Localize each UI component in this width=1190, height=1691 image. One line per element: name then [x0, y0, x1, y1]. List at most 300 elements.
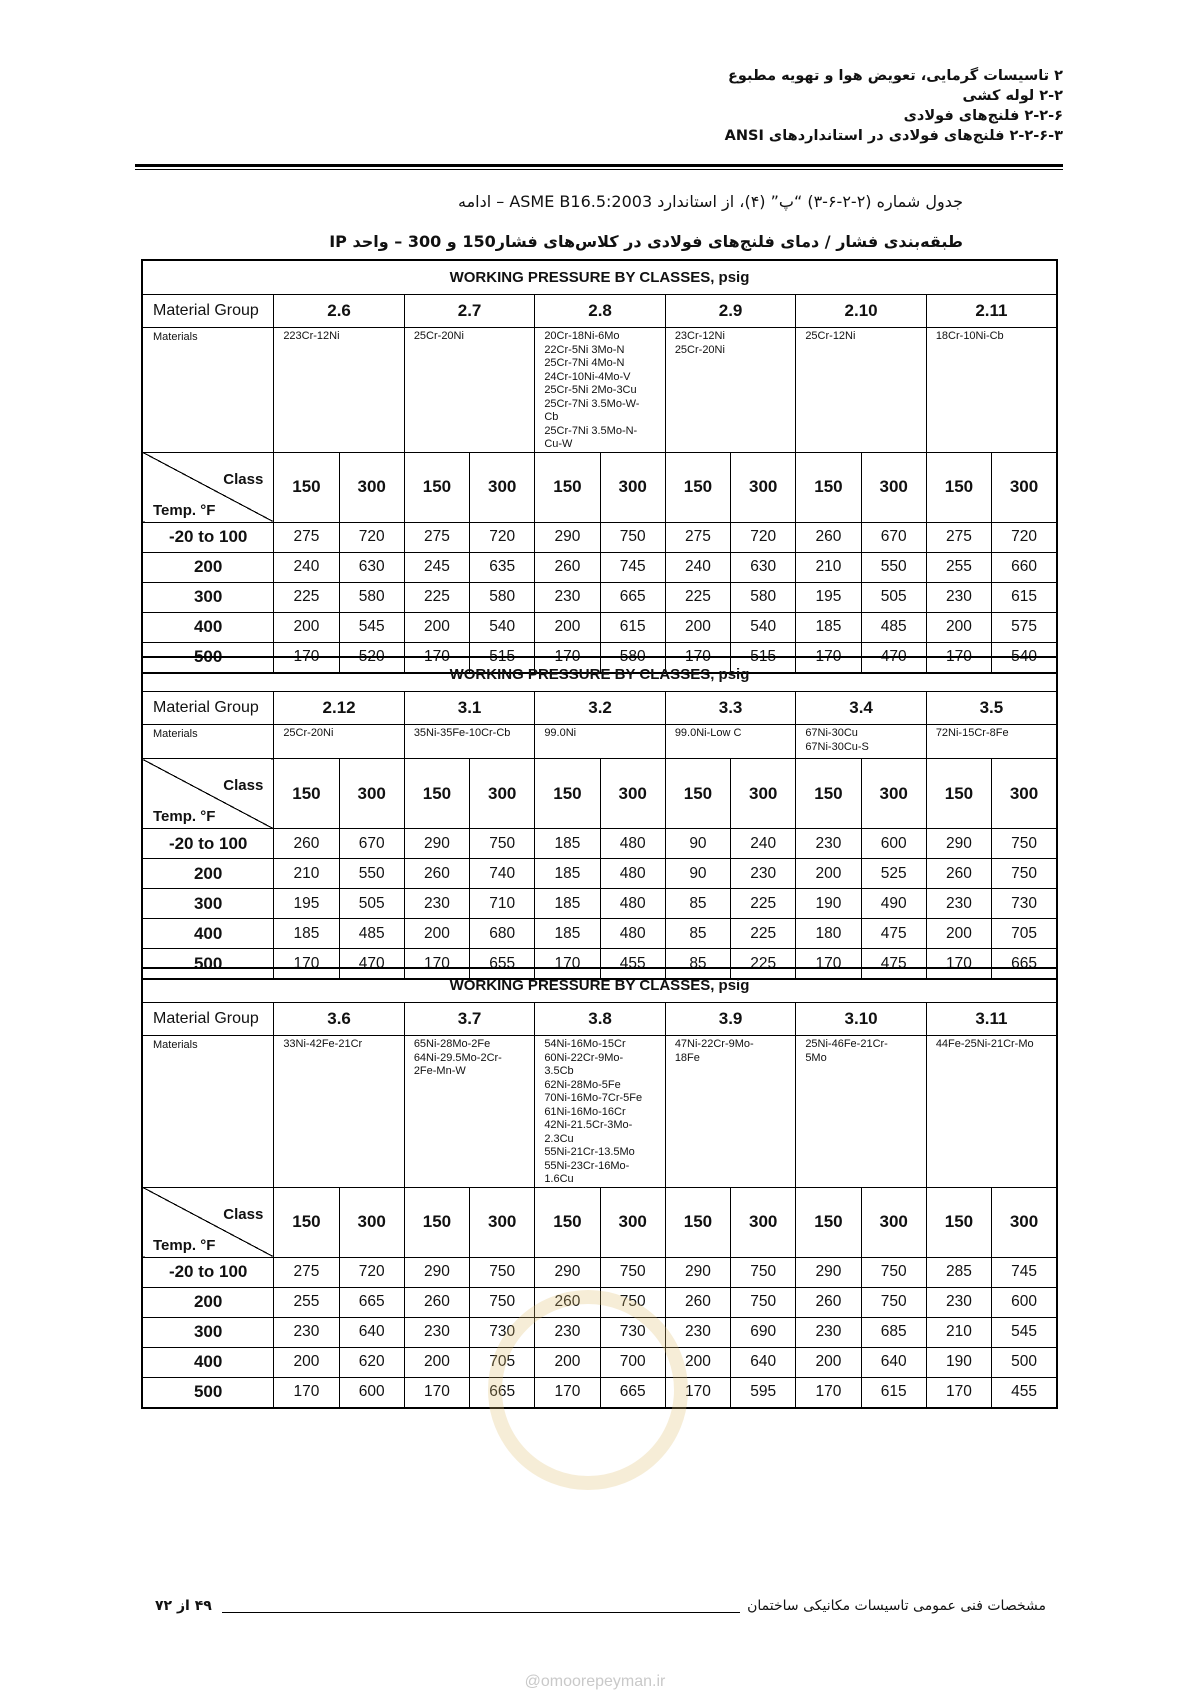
pressure-value-cell: 550	[861, 552, 926, 582]
pressure-value-cell: 665	[992, 949, 1057, 980]
pressure-value-cell: 230	[404, 1317, 469, 1347]
material-group-cell: 3.5	[926, 692, 1057, 725]
pressure-value-cell: 275	[404, 522, 469, 552]
class-150-cell: 150	[274, 1187, 339, 1257]
materials-cell: 25Ni-46Fe-21Cr- 5Mo	[796, 1036, 927, 1188]
table-row	[142, 919, 1057, 949]
pressure-value-cell: 170	[665, 642, 730, 673]
pressure-value-cell: 475	[861, 919, 926, 949]
materials-cell: 20Cr-18Ni-6Mo 22Cr-5Ni 3Mo-N 25Cr-7Ni 4Mo-N 24Cr-10Ni-4Mo-V 25Cr-5Ni 2Mo-3Cu 25Cr-7Ni 3.5Mo-W- Cb 25Cr-7Ni 3.5Mo-N- Cu-W	[535, 328, 666, 453]
pressure-value-cell: 290	[926, 829, 991, 859]
pressure-value-cell: 190	[796, 889, 861, 919]
pressure-value-cell: 480	[600, 889, 665, 919]
pressure-value-cell: 170	[796, 1377, 861, 1408]
class-temp-header	[142, 759, 274, 829]
materials-cell: 35Ni-35Fe-10Cr-Cb	[404, 725, 535, 759]
pressure-value-cell: 730	[992, 889, 1057, 919]
class-150-cell: 150	[796, 452, 861, 522]
pressure-value-cell: 750	[861, 1257, 926, 1287]
pressure-value-cell: 515	[731, 642, 796, 673]
pressure-value-cell: 525	[861, 859, 926, 889]
pressure-value-cell: 225	[731, 949, 796, 980]
table-caption: جدول شماره (۲-۲-۶-۳) “پ” (۴)، از استاندارد ASME B16.5:2003 – ادامه	[457, 192, 963, 211]
pressure-value-cell: 720	[470, 522, 535, 552]
pressure-value-cell: 275	[926, 522, 991, 552]
pressure-value-cell: 170	[274, 1377, 339, 1408]
pressure-value-cell: 575	[992, 612, 1057, 642]
materials-cell: 18Cr-10Ni-Cb	[926, 328, 1057, 453]
pressure-value-cell: 170	[274, 949, 339, 980]
class-150-cell: 150	[665, 1187, 730, 1257]
pressure-value-cell: 185	[796, 612, 861, 642]
header-rule-thick	[135, 164, 1063, 167]
pressure-value-cell: 545	[339, 612, 404, 642]
table-row	[142, 612, 1057, 642]
class-150-cell: 150	[665, 759, 730, 829]
pressure-value-cell: 170	[926, 1377, 991, 1408]
pressure-value-cell: 710	[470, 889, 535, 919]
pressure-value-cell: 750	[861, 1287, 926, 1317]
pressure-value-cell: 665	[470, 1377, 535, 1408]
watermark-seal	[488, 1290, 688, 1490]
materials-cell: 72Ni-15Cr-8Fe	[926, 725, 1057, 759]
pressure-value-cell: 730	[470, 1317, 535, 1347]
class-150-cell: 150	[274, 452, 339, 522]
materials-cell: 67Ni-30Cu 67Ni-30Cu-S	[796, 725, 927, 759]
materials-cell: 33Ni-42Fe-21Cr	[274, 1036, 405, 1188]
pressure-value-cell: 185	[535, 919, 600, 949]
class-150-cell: 150	[404, 452, 469, 522]
pressure-value-cell: 85	[665, 949, 730, 980]
pressure-value-cell: 185	[535, 829, 600, 859]
temperature-cell: -20 to 100	[142, 1257, 274, 1287]
pressure-value-cell: 90	[665, 859, 730, 889]
pressure-value-cell: 230	[926, 1287, 991, 1317]
pressure-value-cell: 195	[796, 582, 861, 612]
pressure-value-cell: 580	[731, 582, 796, 612]
pressure-value-cell: 185	[535, 889, 600, 919]
material-group-cell: 2.10	[796, 295, 927, 328]
class-150-cell: 150	[926, 1187, 991, 1257]
pressure-value-cell: 750	[470, 829, 535, 859]
pressure-value-cell: 685	[861, 1317, 926, 1347]
pressure-value-cell: 665	[339, 1287, 404, 1317]
table-row	[142, 1257, 1057, 1287]
pressure-value-cell: 190	[926, 1347, 991, 1377]
pressure-value-cell: 170	[404, 949, 469, 980]
materials-label: Materials	[142, 725, 274, 759]
pressure-value-cell: 200	[665, 1347, 730, 1377]
class-300-cell: 300	[992, 1187, 1057, 1257]
pressure-value-cell: 720	[339, 1257, 404, 1287]
class-300-cell: 300	[470, 759, 535, 829]
pressure-value-cell: 260	[926, 859, 991, 889]
pressure-value-cell: 615	[600, 612, 665, 642]
pressure-value-cell: 245	[404, 552, 469, 582]
pressure-value-cell: 230	[535, 582, 600, 612]
class-150-cell: 150	[796, 1187, 861, 1257]
pressure-value-cell: 750	[600, 522, 665, 552]
pressure-value-cell: 750	[600, 1257, 665, 1287]
table-title: WORKING PRESSURE BY CLASSES, psig	[142, 968, 1057, 1003]
pressure-value-cell: 225	[404, 582, 469, 612]
pressure-value-cell: 745	[600, 552, 665, 582]
material-group-cell: 3.3	[665, 692, 796, 725]
pressure-value-cell: 260	[796, 522, 861, 552]
material-group-label: Material Group	[142, 295, 274, 328]
temperature-cell: -20 to 100	[142, 829, 274, 859]
temp-label: Temp. °F	[153, 501, 216, 519]
pressure-value-cell: 600	[861, 829, 926, 859]
header-subsubsection: ۲-۲-۶-۳ فلنج‌های فولادی در استانداردهای ANSI	[724, 128, 1063, 144]
class-300-cell: 300	[600, 452, 665, 522]
materials-row	[142, 328, 1057, 453]
class-300-cell: 300	[470, 1187, 535, 1257]
pressure-value-cell: 230	[665, 1317, 730, 1347]
temperature-cell: 200	[142, 859, 274, 889]
pressure-value-cell: 580	[339, 582, 404, 612]
pressure-value-cell: 480	[600, 859, 665, 889]
class-150-cell: 150	[926, 759, 991, 829]
pressure-value-cell: 170	[274, 642, 339, 673]
pressure-value-cell: 640	[339, 1317, 404, 1347]
pressure-value-cell: 505	[339, 889, 404, 919]
pressure-value-cell: 480	[600, 829, 665, 859]
materials-cell: 223Cr-12Ni	[274, 328, 405, 453]
pressure-value-cell: 170	[535, 642, 600, 673]
class-150-cell: 150	[796, 759, 861, 829]
table-title: WORKING PRESSURE BY CLASSES, psig	[142, 657, 1057, 692]
pressure-value-cell: 210	[274, 859, 339, 889]
material-group-cell: 3.10	[796, 1003, 927, 1036]
pressure-value-cell: 750	[470, 1257, 535, 1287]
pressure-value-cell: 485	[861, 612, 926, 642]
class-label: Class	[223, 777, 264, 794]
class-300-cell: 300	[600, 759, 665, 829]
class-300-cell: 300	[339, 759, 404, 829]
pressure-value-cell: 470	[861, 642, 926, 673]
pressure-value-cell: 260	[274, 829, 339, 859]
pressure-value-cell: 640	[861, 1347, 926, 1377]
class-150-cell: 150	[535, 759, 600, 829]
temperature-cell: 400	[142, 612, 274, 642]
pressure-value-cell: 545	[992, 1317, 1057, 1347]
pressure-value-cell: 540	[992, 642, 1057, 673]
pressure-value-cell: 595	[731, 1377, 796, 1408]
pressure-value-cell: 230	[731, 859, 796, 889]
pressure-value-cell: 230	[274, 1317, 339, 1347]
table-row	[142, 552, 1057, 582]
class-150-cell: 150	[404, 1187, 469, 1257]
table-row	[142, 889, 1057, 919]
table-title-row	[142, 657, 1057, 692]
pressure-value-cell: 285	[926, 1257, 991, 1287]
pressure-value-cell: 200	[404, 612, 469, 642]
class-300-cell: 300	[992, 759, 1057, 829]
class-300-cell: 300	[731, 1187, 796, 1257]
class-300-cell: 300	[992, 452, 1057, 522]
pressure-value-cell: 665	[600, 582, 665, 612]
material-group-cell: 3.4	[796, 692, 927, 725]
pressure-value-cell: 665	[600, 1377, 665, 1408]
material-group-cell: 2.6	[274, 295, 405, 328]
table-row	[142, 522, 1057, 552]
table-title-row	[142, 260, 1057, 295]
pressure-value-cell: 485	[339, 919, 404, 949]
header-rule-thin	[135, 169, 1063, 170]
pressure-value-cell: 600	[992, 1287, 1057, 1317]
pressure-value-cell: 720	[731, 522, 796, 552]
pressure-table-1	[141, 259, 1058, 674]
pressure-value-cell: 290	[535, 1257, 600, 1287]
pressure-value-cell: 260	[535, 1287, 600, 1317]
class-temp-header	[142, 1187, 274, 1257]
pressure-value-cell: 480	[600, 919, 665, 949]
pressure-value-cell: 260	[404, 1287, 469, 1317]
pressure-value-cell: 85	[665, 919, 730, 949]
pressure-value-cell: 640	[731, 1347, 796, 1377]
pressure-value-cell: 230	[404, 889, 469, 919]
pressure-value-cell: 170	[926, 642, 991, 673]
material-group-cell: 2.9	[665, 295, 796, 328]
pressure-value-cell: 745	[992, 1257, 1057, 1287]
pressure-value-cell: 580	[600, 642, 665, 673]
pressure-value-cell: 520	[339, 642, 404, 673]
pressure-value-cell: 170	[796, 949, 861, 980]
class-150-cell: 150	[404, 759, 469, 829]
pressure-value-cell: 225	[731, 919, 796, 949]
pressure-value-cell: 540	[470, 612, 535, 642]
temperature-cell: 500	[142, 1377, 274, 1408]
pressure-value-cell: 185	[274, 919, 339, 949]
pressure-value-cell: 200	[796, 859, 861, 889]
pressure-value-cell: 230	[926, 889, 991, 919]
pressure-value-cell: 630	[731, 552, 796, 582]
pressure-value-cell: 225	[731, 889, 796, 919]
pressure-value-cell: 230	[535, 1317, 600, 1347]
pressure-value-cell: 195	[274, 889, 339, 919]
pressure-value-cell: 230	[796, 829, 861, 859]
pressure-value-cell: 185	[535, 859, 600, 889]
pressure-value-cell: 255	[274, 1287, 339, 1317]
pressure-value-cell: 180	[796, 919, 861, 949]
pressure-value-cell: 750	[992, 829, 1057, 859]
pressure-table-2	[141, 656, 1058, 980]
pressure-value-cell: 90	[665, 829, 730, 859]
pressure-value-cell: 210	[796, 552, 861, 582]
pressure-value-cell: 655	[470, 949, 535, 980]
temperature-cell: 300	[142, 1317, 274, 1347]
class-300-cell: 300	[470, 452, 535, 522]
pressure-value-cell: 200	[274, 1347, 339, 1377]
material-group-cell: 3.11	[926, 1003, 1057, 1036]
class-300-cell: 300	[861, 1187, 926, 1257]
page-header	[103, 66, 1063, 146]
pressure-value-cell: 290	[535, 522, 600, 552]
pressure-value-cell: 750	[600, 1287, 665, 1317]
material-group-cell: 3.8	[535, 1003, 666, 1036]
material-group-row	[142, 1003, 1057, 1036]
pressure-value-cell: 705	[470, 1347, 535, 1377]
materials-row	[142, 1036, 1057, 1188]
pressure-value-cell: 275	[665, 522, 730, 552]
material-group-cell: 2.7	[404, 295, 535, 328]
pressure-value-cell: 750	[731, 1287, 796, 1317]
pressure-value-cell: 690	[731, 1317, 796, 1347]
pressure-value-cell: 260	[665, 1287, 730, 1317]
pressure-value-cell: 490	[861, 889, 926, 919]
table-title-row	[142, 968, 1057, 1003]
class-150-cell: 150	[274, 759, 339, 829]
pressure-value-cell: 475	[861, 949, 926, 980]
pressure-value-cell: 170	[404, 1377, 469, 1408]
pressure-value-cell: 620	[339, 1347, 404, 1377]
pressure-value-cell: 600	[339, 1377, 404, 1408]
class-150-cell: 150	[926, 452, 991, 522]
pressure-value-cell: 225	[274, 582, 339, 612]
pressure-value-cell: 230	[926, 582, 991, 612]
material-group-cell: 2.8	[535, 295, 666, 328]
pressure-value-cell: 170	[796, 642, 861, 673]
header-section: ۲-۲ لوله کشی	[962, 88, 1063, 104]
pressure-value-cell: 210	[926, 1317, 991, 1347]
pressure-value-cell: 720	[339, 522, 404, 552]
materials-label: Materials	[142, 328, 274, 453]
pressure-value-cell: 85	[665, 889, 730, 919]
temperature-cell: 200	[142, 552, 274, 582]
pressure-value-cell: 170	[665, 1377, 730, 1408]
materials-cell: 54Ni-16Mo-15Cr 60Ni-22Cr-9Mo- 3.5Cb 62Ni-28Mo-5Fe 70Ni-16Mo-7Cr-5Fe 61Ni-16Mo-16Cr 42Ni-21.5Cr-3Mo- 2.3Cu 55Ni-21Cr-13.5Mo 55Ni-23Cr-16Mo- 1.6Cu	[535, 1036, 666, 1188]
pressure-value-cell: 255	[926, 552, 991, 582]
pressure-value-cell: 580	[470, 582, 535, 612]
temperature-cell: 200	[142, 1287, 274, 1317]
temp-label: Temp. °F	[153, 808, 216, 825]
pressure-value-cell: 260	[535, 552, 600, 582]
class-row	[142, 759, 1057, 829]
material-group-cell: 3.1	[404, 692, 535, 725]
material-group-cell: 3.6	[274, 1003, 405, 1036]
table-row	[142, 582, 1057, 612]
material-group-label: Material Group	[142, 692, 274, 725]
temperature-cell: 500	[142, 949, 274, 980]
material-group-cell: 3.9	[665, 1003, 796, 1036]
table-subcaption: طبقه‌بندی فشار / دمای فلنج‌های فولادی در کلاس‌های فشار150 و 300 – واحد IP	[329, 232, 963, 251]
pressure-value-cell: 750	[470, 1287, 535, 1317]
class-row	[142, 452, 1057, 522]
pressure-value-cell: 455	[600, 949, 665, 980]
pressure-value-cell: 200	[404, 919, 469, 949]
temperature-cell: 300	[142, 889, 274, 919]
pressure-value-cell: 630	[339, 552, 404, 582]
temperature-cell: 300	[142, 582, 274, 612]
pressure-value-cell: 200	[404, 1347, 469, 1377]
pressure-value-cell: 505	[861, 582, 926, 612]
pressure-value-cell: 200	[796, 1347, 861, 1377]
pressure-value-cell: 700	[600, 1347, 665, 1377]
pressure-value-cell: 170	[926, 949, 991, 980]
pressure-value-cell: 730	[600, 1317, 665, 1347]
footer-rule	[222, 1612, 740, 1613]
pressure-value-cell: 705	[992, 919, 1057, 949]
pressure-value-cell: 720	[992, 522, 1057, 552]
temperature-cell: 400	[142, 919, 274, 949]
table-row	[142, 859, 1057, 889]
pressure-value-cell: 260	[404, 859, 469, 889]
pressure-value-cell: 200	[535, 612, 600, 642]
pressure-value-cell: 500	[992, 1347, 1057, 1377]
temperature-cell: 500	[142, 642, 274, 673]
materials-cell: 99.0Ni-Low C	[665, 725, 796, 759]
pressure-value-cell: 750	[731, 1257, 796, 1287]
table-row	[142, 829, 1057, 859]
class-label: Class	[223, 470, 264, 488]
pressure-value-cell: 550	[339, 859, 404, 889]
material-group-row	[142, 692, 1057, 725]
pressure-value-cell: 615	[992, 582, 1057, 612]
pressure-value-cell: 740	[470, 859, 535, 889]
pressure-value-cell: 635	[470, 552, 535, 582]
materials-cell: 25Cr-20Ni	[404, 328, 535, 453]
pressure-value-cell: 660	[992, 552, 1057, 582]
class-300-cell: 300	[861, 759, 926, 829]
pressure-value-cell: 750	[992, 859, 1057, 889]
class-300-cell: 300	[861, 452, 926, 522]
pressure-value-cell: 200	[665, 612, 730, 642]
class-300-cell: 300	[731, 759, 796, 829]
pressure-value-cell: 275	[274, 522, 339, 552]
pressure-value-cell: 240	[274, 552, 339, 582]
pressure-value-cell: 170	[404, 642, 469, 673]
pressure-value-cell: 260	[796, 1287, 861, 1317]
class-150-cell: 150	[535, 452, 600, 522]
class-300-cell: 300	[339, 1187, 404, 1257]
material-group-cell: 3.2	[535, 692, 666, 725]
pressure-value-cell: 290	[796, 1257, 861, 1287]
class-300-cell: 300	[731, 452, 796, 522]
pressure-value-cell: 225	[665, 582, 730, 612]
pressure-value-cell: 170	[535, 1377, 600, 1408]
pressure-value-cell: 200	[274, 612, 339, 642]
pressure-value-cell: 540	[731, 612, 796, 642]
pressure-value-cell: 670	[339, 829, 404, 859]
pressure-value-cell: 170	[535, 949, 600, 980]
header-subsection: ۲-۲-۶ فلنج‌های فولادی	[903, 108, 1063, 124]
materials-cell: 25Cr-20Ni	[274, 725, 405, 759]
pressure-value-cell: 670	[861, 522, 926, 552]
temperature-cell: 400	[142, 1347, 274, 1377]
material-group-cell: 2.11	[926, 295, 1057, 328]
materials-cell: 23Cr-12Ni 25Cr-20Ni	[665, 328, 796, 453]
pressure-value-cell: 200	[926, 612, 991, 642]
footer-title: مشخصات فنی عمومی تاسیسات مکانیکی ساختمان	[747, 1598, 1046, 1614]
class-150-cell: 150	[665, 452, 730, 522]
materials-cell: 99.0Ni	[535, 725, 666, 759]
material-group-label: Material Group	[142, 1003, 274, 1036]
pressure-value-cell: 230	[796, 1317, 861, 1347]
material-group-cell: 3.7	[404, 1003, 535, 1036]
pressure-value-cell: 470	[339, 949, 404, 980]
pressure-value-cell: 290	[665, 1257, 730, 1287]
pressure-value-cell: 680	[470, 919, 535, 949]
temperature-cell: -20 to 100	[142, 522, 274, 552]
pressure-value-cell: 200	[926, 919, 991, 949]
page-number: ۴۹ از ۷۲	[155, 1598, 212, 1614]
temp-label: Temp. °F	[153, 1236, 216, 1254]
pressure-value-cell: 240	[665, 552, 730, 582]
materials-cell: 47Ni-22Cr-9Mo- 18Fe	[665, 1036, 796, 1188]
class-label: Class	[223, 1205, 264, 1223]
materials-label: Materials	[142, 1036, 274, 1188]
